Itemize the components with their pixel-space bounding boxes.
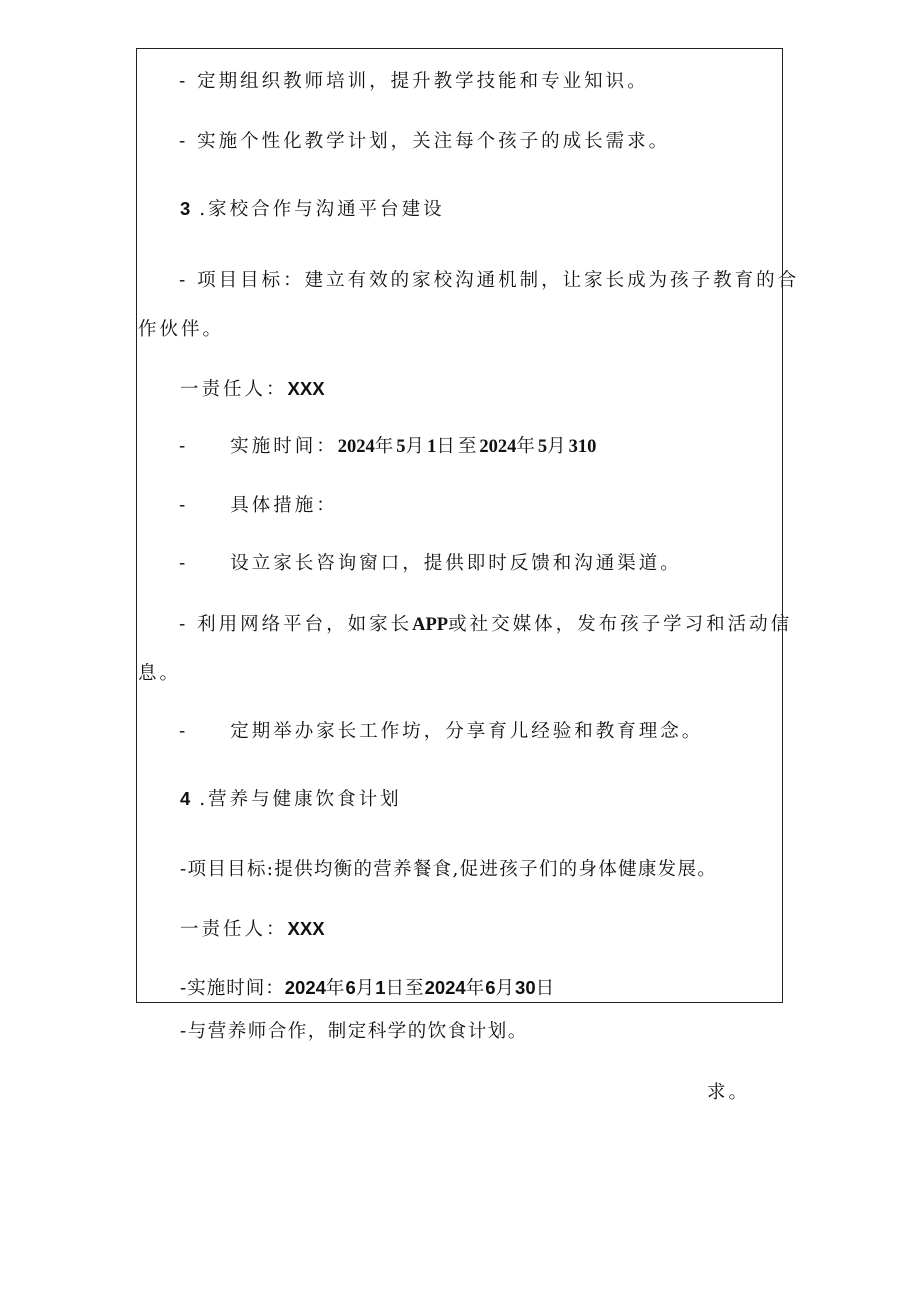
section-number: 3 xyxy=(180,198,191,219)
time-label: -实施时间： xyxy=(180,978,285,999)
month: 6 xyxy=(345,977,356,998)
text-line-parent-workshop xyxy=(179,720,703,744)
app-text: APP xyxy=(412,615,449,635)
text-line-personalized-plan: - 实施个性化教学计划，关注每个孩子的成长需求。 xyxy=(179,131,671,152)
unit: 月 xyxy=(495,978,516,999)
section-title: .营养与健康饮食计划 xyxy=(199,789,402,810)
unit: 年 xyxy=(325,978,346,999)
responsible-name: XXX xyxy=(287,918,325,939)
time-label: 实施时间： xyxy=(230,436,338,457)
section-title: .家校合作与沟通平台建设 xyxy=(199,199,445,220)
network-text-post: 或社交媒体，发布孩子学习和活动信 xyxy=(448,614,793,635)
specific-measures-line xyxy=(179,494,338,518)
section-number: 4 xyxy=(180,788,191,809)
responsible-label: 一责任人： xyxy=(180,379,288,400)
day: 310 xyxy=(568,437,597,457)
unit: 年 xyxy=(516,436,538,457)
dash: - xyxy=(179,721,189,742)
dash: - xyxy=(179,495,189,516)
workshop-text: 定期举办家长工作坊，分享育儿经验和教育理念。 xyxy=(230,721,704,742)
month: 5 xyxy=(396,437,406,457)
section-heading-4 xyxy=(180,787,402,812)
day: 1 xyxy=(375,977,386,998)
network-text-pre: - 利用网络平台，如家长 xyxy=(179,614,413,635)
unit: 日至 xyxy=(436,436,480,457)
text-line-network-platform-cont: 息。 xyxy=(138,663,182,684)
text-line-project-goal: - 项目目标：建立有效的家校沟通机制，让家长成为孩子教育的合 xyxy=(179,270,800,291)
year: 2024 xyxy=(284,977,326,998)
day: 1 xyxy=(427,437,437,457)
unit: 日 xyxy=(535,978,556,999)
unit: 月 xyxy=(355,978,376,999)
unit: 年 xyxy=(374,436,397,457)
unit: 年 xyxy=(465,978,486,999)
measures-label: 具体措施： xyxy=(230,495,338,516)
consult-window-text: 设立家长咨询窗口，提供即时反馈和沟通渠道。 xyxy=(230,553,682,574)
text-line-nutritionist: -与营养师合作，制定科学的饮食计划。 xyxy=(180,1021,528,1042)
implementation-time-line-2 xyxy=(180,976,555,1001)
year: 2024 xyxy=(479,437,517,457)
responsible-label: 一责任人： xyxy=(180,919,288,940)
month: 5 xyxy=(537,437,548,457)
year: 2024 xyxy=(424,977,466,998)
text-fragment-end: 求。 xyxy=(707,1082,751,1103)
responsible-name: XXX xyxy=(287,378,325,399)
text-line-consult-window xyxy=(179,552,682,576)
text-line-project-goal-cont: 作伙伴。 xyxy=(138,319,225,340)
month: 6 xyxy=(485,977,496,998)
dash: - xyxy=(179,553,189,574)
unit: 日至 xyxy=(385,978,425,999)
text-line-network-platform xyxy=(179,613,792,637)
dash: - xyxy=(179,436,189,457)
unit: 月 xyxy=(547,436,569,457)
responsible-person-line-2 xyxy=(180,917,325,942)
implementation-time-line xyxy=(179,435,596,459)
year: 2024 xyxy=(337,437,375,457)
unit: 月 xyxy=(405,436,428,457)
responsible-person-line xyxy=(180,377,325,402)
day: 30 xyxy=(515,977,536,998)
section-heading-3 xyxy=(180,197,445,222)
text-line-nutrition-goal: -项目目标:提供均衡的营养餐食,促进孩子们的身体健康发展。 xyxy=(180,859,718,880)
text-line-teacher-training: - 定期组织教师培训，提升教学技能和专业知识。 xyxy=(179,71,649,92)
